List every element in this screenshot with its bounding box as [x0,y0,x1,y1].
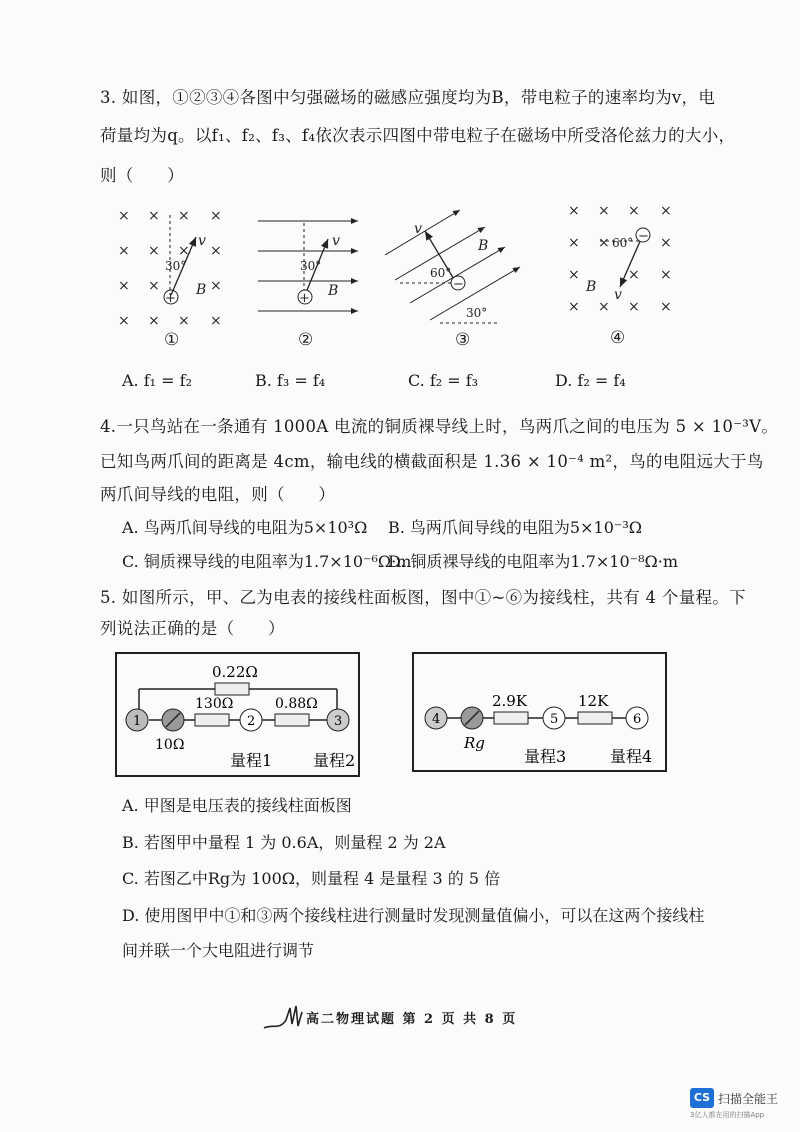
svg-text:B: B [196,282,207,298]
q5-option-d-cont: 间并联一个大电阻进行调节 [122,941,315,960]
q5-line1: 5. 如图所示，甲、乙为电表的接线柱面板图，图中①~⑥为接线柱，共有 4 个量程。下 [100,588,746,607]
q3-option-c[interactable]: C. f₂ = f₃ [408,371,479,390]
svg-text:2: 2 [247,714,256,729]
resistor-130 [195,714,229,726]
svg-text:30°: 30° [466,306,488,320]
svg-text:B: B [478,238,489,254]
svg-text:4: 4 [432,712,441,727]
svg-text:6: 6 [633,712,642,727]
figure-1 [118,208,222,350]
svg-text:×: × [628,203,640,219]
svg-text:×: × [660,267,672,283]
svg-text:0.22Ω: 0.22Ω [212,663,258,681]
svg-text:v: v [614,287,622,303]
svg-text:v: v [198,233,206,249]
camscanner-name: 扫描全能王 [718,1092,779,1106]
svg-text:×: × [598,203,610,219]
svg-text:×: × [568,267,580,283]
figure-3 [385,210,520,350]
panel-jia-diagram [115,652,360,777]
svg-text:×: × [568,203,580,219]
svg-text:2.9K: 2.9K [492,692,528,710]
figure-2 [258,221,358,350]
panel-yi-diagram [412,652,667,772]
q3-option-d[interactable]: D. f₂ = f₄ [555,371,626,390]
svg-text:×: × [178,243,190,259]
svg-text:×: × [660,235,672,251]
q3-figures [0,195,800,355]
svg-text:×: × [148,313,160,329]
svg-text:3: 3 [334,714,343,729]
q3-option-b[interactable]: B. f₃ = f₄ [255,371,326,390]
svg-text:③: ③ [455,330,471,350]
q4-option-d[interactable]: D. 铜质裸导线的电阻率为1.7×10⁻⁸Ω·m [388,552,679,571]
q5-option-b[interactable]: B. 若图甲中量程 1 为 0.6A，则量程 2 为 2A [122,833,446,852]
svg-text:④: ④ [610,328,626,348]
svg-text:×: × [628,299,640,315]
camscanner-tagline: 3亿人都在用的扫描App [690,1111,765,1119]
svg-text:−: − [453,277,464,292]
svg-text:×: × [178,208,190,224]
svg-text:×: × [148,243,160,259]
svg-text:−: − [638,229,649,244]
camscanner-logo-icon: CS [690,1088,714,1108]
q3-line1: 3. 如图，①②③④各图中匀强磁场的磁感应强度均为B，带电粒子的速率均为v，电 [100,88,716,107]
svg-text:×: × [568,299,580,315]
q3-line2: 荷量均为q。以f₁、f₂、f₃、f₄依次表示四图中带电粒子在磁场中所受洛伦兹力的大小， [100,126,736,145]
q5-option-c[interactable]: C. 若图乙中Rg为 100Ω，则量程 4 是量程 3 的 5 倍 [122,869,501,888]
svg-text:×: × [628,267,640,283]
svg-text:×: × [568,235,580,251]
svg-text:B: B [586,279,597,295]
q4-line2: 已知鸟两爪间的距离是 4cm，输电线的横截面积是 1.36 × 10⁻⁴ m²，鸟的电阻远大于鸟 [100,452,764,471]
figure-4 [568,203,672,348]
svg-text:60°: 60° [430,266,452,280]
svg-text:v: v [332,233,340,249]
svg-text:×: × [118,243,130,259]
svg-text:30°: 30° [165,259,187,273]
svg-text:×: × [210,313,222,329]
svg-text:5: 5 [550,712,559,727]
q4-option-a[interactable]: A. 鸟两爪间导线的电阻为5×10³Ω [122,518,368,537]
q4-line1: 4.一只鸟站在一条通有 1000A 电流的铜质裸导线上时，鸟两爪之间的电压为 5 × 10⁻³V。 [100,417,779,436]
svg-text:×: × [210,278,222,294]
q4-line3: 两爪间导线的电阻，则（ ） [100,485,336,504]
svg-text:×: × [660,299,672,315]
resistor-022 [215,683,249,695]
svg-text:×: × [210,208,222,224]
svg-text:60°: 60° [612,236,634,250]
svg-text:B: B [328,283,339,299]
svg-text:1: 1 [133,714,142,729]
q4-option-c[interactable]: C. 铜质裸导线的电阻率为1.7×10⁻⁶Ω·m [122,552,412,571]
field-x-mark: × [118,208,130,224]
svg-text:0.88Ω: 0.88Ω [275,696,318,712]
svg-text:30°: 30° [300,259,322,273]
svg-text:×: × [598,299,610,315]
svg-text:+: + [165,291,176,306]
page-footer: 高二物理试题 第 2 页 共 8 页 [306,1012,518,1027]
q5-option-a[interactable]: A. 甲图是电压表的接线柱面板图 [122,796,352,815]
q5-line2: 列说法正确的是（ ） [100,619,285,638]
q3-option-a[interactable]: A. f₁ = f₂ [122,371,192,390]
svg-text:×: × [148,278,160,294]
svg-text:×: × [148,208,160,224]
svg-text:①: ① [164,330,180,350]
svg-text:×: × [178,313,190,329]
resistor-12k [578,712,612,724]
svg-text:v: v [414,221,422,237]
q4-option-b[interactable]: B. 鸟两爪间导线的电阻为5×10⁻³Ω [388,518,643,537]
svg-text:量程3: 量程3 [524,747,567,766]
svg-text:量程1: 量程1 [230,751,273,770]
svg-text:12K: 12K [578,692,609,710]
q5-option-d[interactable]: D. 使用图甲中①和③两个接线柱进行测量时发现测量值偏小，可以在这两个接线柱 [122,906,705,925]
resistor-088 [275,714,309,726]
svg-text:×: × [118,278,130,294]
svg-text:Rg: Rg [464,734,485,752]
svg-text:量程2: 量程2 [313,751,356,770]
svg-text:10Ω: 10Ω [155,737,185,753]
resistor-2p9k [494,712,528,724]
q3-line3: 则（ ） [100,166,184,185]
scribble-mark-icon [262,1002,304,1032]
svg-text:×: × [210,243,222,259]
svg-text:×: × [598,235,610,251]
svg-text:×: × [118,313,130,329]
svg-text:+: + [299,291,310,306]
svg-text:量程4: 量程4 [610,747,653,766]
svg-text:×: × [660,203,672,219]
svg-text:130Ω: 130Ω [195,696,234,712]
svg-text:②: ② [298,330,314,350]
